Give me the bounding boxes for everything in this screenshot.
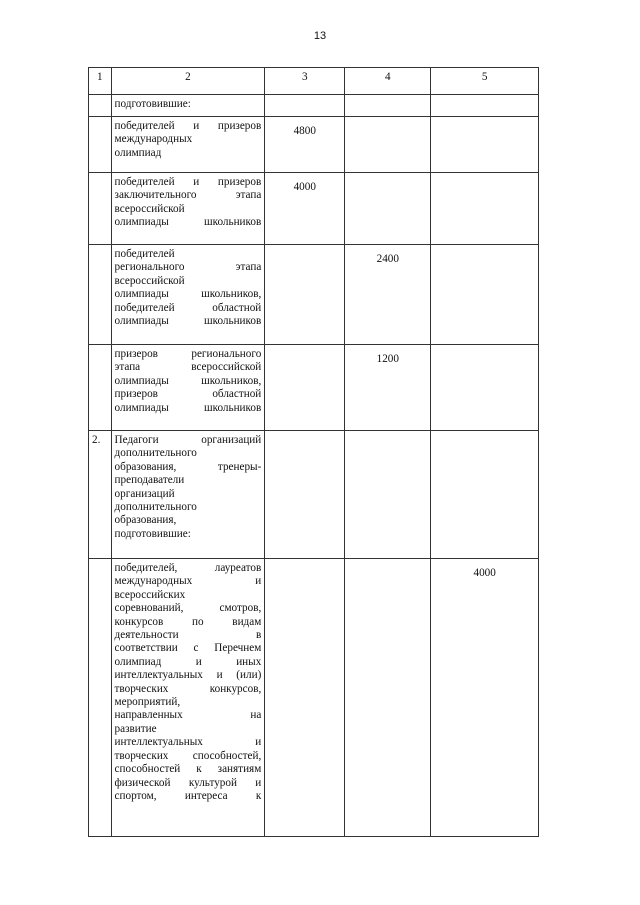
description-line: дополнительного (114, 501, 197, 514)
description-line: олимпиад и иных (114, 655, 262, 668)
description-line: регионального этапа (114, 261, 262, 274)
value-cell-col3 (265, 345, 345, 431)
row-index-cell (89, 245, 112, 345)
description-line: подготовившие: (114, 98, 191, 110)
row-index-cell (89, 95, 112, 117)
description-line: развитие (114, 722, 157, 735)
header-cell: 5 (431, 68, 539, 95)
description-line: победителей и призеров (114, 176, 262, 188)
description-line: творческих способностей, (114, 749, 262, 762)
description-line: победителей, лауреатов (114, 562, 262, 574)
row-index-cell: 2. (89, 431, 112, 559)
value-cell-col3 (265, 245, 345, 345)
value-cell-col5 (431, 95, 539, 117)
description-line: образования, тренеры- (114, 460, 262, 473)
value-cell-col3 (265, 559, 345, 837)
value-cell-col5 (431, 345, 539, 431)
description-line: подготовившие: (114, 527, 191, 540)
data-table (88, 67, 539, 837)
description-line: Педагоги организаций (114, 434, 262, 446)
row-description-cell (111, 173, 265, 245)
row-description-cell (111, 117, 265, 173)
value-cell-col5: 4000 (431, 559, 539, 837)
value-cell-col4 (345, 173, 431, 245)
description-line: олимпиады школьников, (114, 374, 262, 387)
value-cell-col3: 4800 (265, 117, 345, 173)
description-line: призеров регионального (114, 348, 262, 360)
description-line: соревнований, смотров, (114, 602, 262, 615)
value-cell-col4 (345, 95, 431, 117)
value-cell-col4 (345, 431, 431, 559)
value-cell-col5 (431, 117, 539, 173)
row-index-cell (89, 345, 112, 431)
description-line: конкурсов по видам (114, 615, 262, 628)
table-row (89, 431, 539, 559)
header-cell: 1 (89, 68, 112, 95)
row-description-cell (111, 559, 265, 837)
value-cell-col3 (265, 431, 345, 559)
value-cell-col3: 4000 (265, 173, 345, 245)
header-cell: 4 (345, 68, 431, 95)
description-line: всероссийской (114, 202, 185, 215)
description-line: преподаватели (114, 474, 185, 487)
table-row (89, 559, 539, 837)
row-description-cell (111, 431, 265, 559)
row-description-cell (111, 95, 265, 117)
row-description-cell (111, 245, 265, 345)
row-index-cell (89, 173, 112, 245)
description-line: интеллектуальных и (114, 736, 262, 749)
row-description-cell (111, 345, 265, 431)
description-line: олимпиады школьников (114, 216, 262, 229)
description-line: призеров областной (114, 388, 262, 401)
value-cell-col4: 1200 (345, 345, 431, 431)
description-line: олимпиад (114, 146, 162, 159)
table-row (89, 95, 539, 117)
description-line: образования, (114, 514, 177, 527)
description-line: победителей (114, 248, 175, 260)
description-line: всероссийских (114, 588, 186, 601)
description-line: соответствии с Перечнем (114, 642, 262, 655)
description-line: спортом, интереса к (114, 789, 262, 802)
description-line: олимпиады школьников (114, 315, 262, 328)
row-index-cell (89, 559, 112, 837)
value-cell-col3 (265, 95, 345, 117)
description-line: олимпиады школьников (114, 401, 262, 414)
table-header-row (89, 68, 539, 95)
description-line: заключительного этапа (114, 189, 262, 202)
table-row (89, 245, 539, 345)
description-line: творческих конкурсов, (114, 682, 262, 695)
header-cell: 2 (111, 68, 265, 95)
value-cell-col4 (345, 559, 431, 837)
value-cell-col4: 2400 (345, 245, 431, 345)
description-line: дополнительного (114, 447, 197, 460)
description-line: интеллектуальных и (или) (114, 669, 262, 682)
description-line: всероссийской (114, 274, 185, 287)
description-line: победителей областной (114, 301, 262, 314)
description-line: деятельности в (114, 629, 262, 642)
value-cell-col4 (345, 117, 431, 173)
description-line: международных и (114, 575, 262, 588)
description-line: международных (114, 133, 193, 146)
description-line: организаций (114, 487, 175, 500)
description-line: олимпиады школьников, (114, 288, 262, 301)
value-cell-col5 (431, 431, 539, 559)
row-index-cell (89, 117, 112, 173)
table-row (89, 345, 539, 431)
description-line: мероприятий, (114, 696, 181, 709)
description-line: направленных на (114, 709, 262, 722)
value-cell-col5 (431, 173, 539, 245)
value-cell-col5 (431, 245, 539, 345)
header-cell: 3 (265, 68, 345, 95)
table-row (89, 117, 539, 173)
table-row (89, 173, 539, 245)
description-line: этапа всероссийской (114, 361, 262, 374)
description-line: способностей к занятиям (114, 763, 262, 776)
page-number: 13 (313, 30, 327, 42)
description-line: физической культурой и (114, 776, 262, 789)
description-line: победителей и призеров (114, 120, 262, 132)
